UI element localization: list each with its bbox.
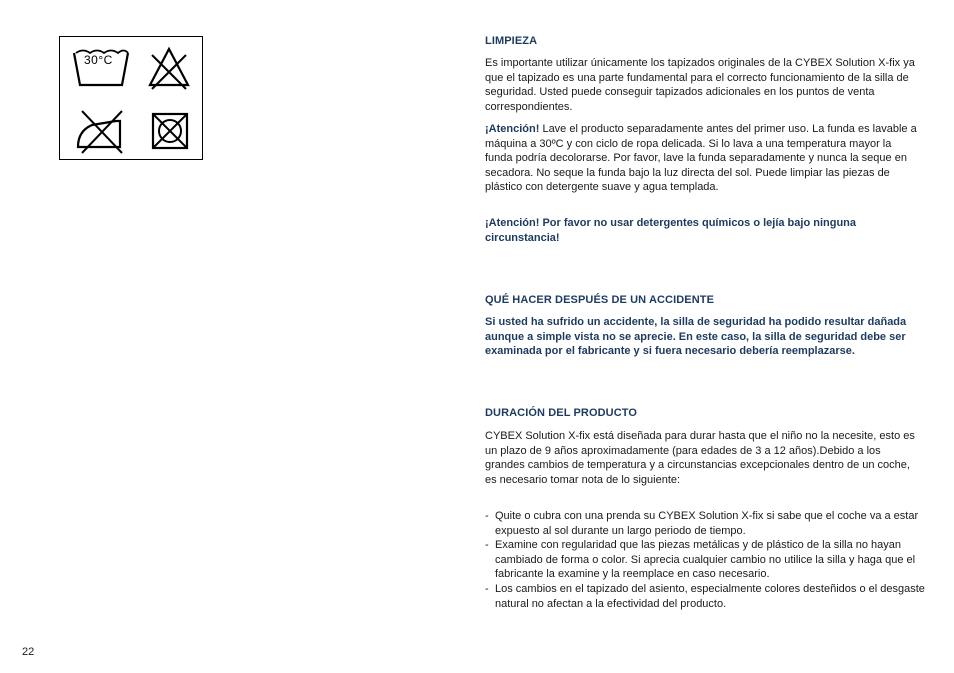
care-symbols-box xyxy=(59,36,203,160)
limpieza-paragraph-1 xyxy=(485,56,920,114)
list-item: - Examine con regularidad que las piezas metálicas y de plástico de la silla no hayan cambiado de forma o color. Si aprecia cualquier cambio no utilice la silla y haga que el fabricante la examine y la reemplace en caso necesario. xyxy=(485,539,916,581)
accidente-text: Si usted ha sufrido un accidente, la silla de seguridad ha podido resultar dañada aunque a simple vista no se aprecie. En este caso, la silla de seguridad debe ser examinada por el fabricante y si fuera necesario debería reemplazarse. xyxy=(485,316,907,358)
page-number: 22 xyxy=(22,646,35,658)
duracion-heading: DURACIÓN DEL PRODUCTO xyxy=(485,407,638,419)
limpieza-paragraph-2 xyxy=(485,122,920,195)
duracion-intro: CYBEX Solution X-fix está diseñada para durar hasta que el niño no la necesite, esto es un plazo de 9 años aproximadamente (para edades de 3 a 12 años).Debido a los grandes cambios de temperatura y a circunstancias excepcionales dentro de un coche, es necesario tomar nota de lo siguiente: xyxy=(485,430,915,486)
wash-temp-label: 30°C xyxy=(84,53,113,67)
list-item: - Quite o cubra con una prenda su CYBEX Solution X-fix si sabe que el coche va a estar expuesto al sol durante un largo periodo de tiempo. xyxy=(485,510,919,537)
limpieza-warning: ¡Atención! Por favor no usar detergentes químicos o lejía bajo ninguna circunstancia! xyxy=(485,217,856,244)
duracion-list xyxy=(485,509,925,611)
list-item: - Los cambios en el tapizado del asiento, especialmente colores desteñidos o el desgaste natural no afectan a la efectividad del producto. xyxy=(485,582,925,610)
wash-30-icon xyxy=(72,45,130,91)
limpieza-text-1: Es importante utilizar únicamente los tapizados originales de la CYBEX Solution X-fix ya que el tapizado es una parte fundamental para el correcto funcionamiento de la silla de seguridad. Usted puede conseguir tapizados adicionales en los puntos de venta correspondientes. xyxy=(485,57,915,113)
limpieza-heading: LIMPIEZA xyxy=(485,35,538,47)
no-iron-icon xyxy=(72,107,130,155)
limpieza-text-2: Lave el producto separadamente antes del primer uso. La funda es lavable a máquina a 30ºC y con ciclo de ropa delicada. Si lo lava a una temperatura mayor la funda podría decolorarse. Por favor, lave la funda separadamente y nunca la seque en secadora. No seque la funda bajo la luz directa del sol. Puede limpiar las piezas de plástico con detergente suave y agua templada. xyxy=(485,123,917,194)
no-tumble-dry-icon xyxy=(150,111,190,151)
accidente-heading: QUÉ HACER DESPUÉS DE UN ACCIDENTE xyxy=(485,294,715,306)
no-bleach-icon xyxy=(146,45,192,91)
attention-label: ¡Atención! xyxy=(485,123,540,135)
